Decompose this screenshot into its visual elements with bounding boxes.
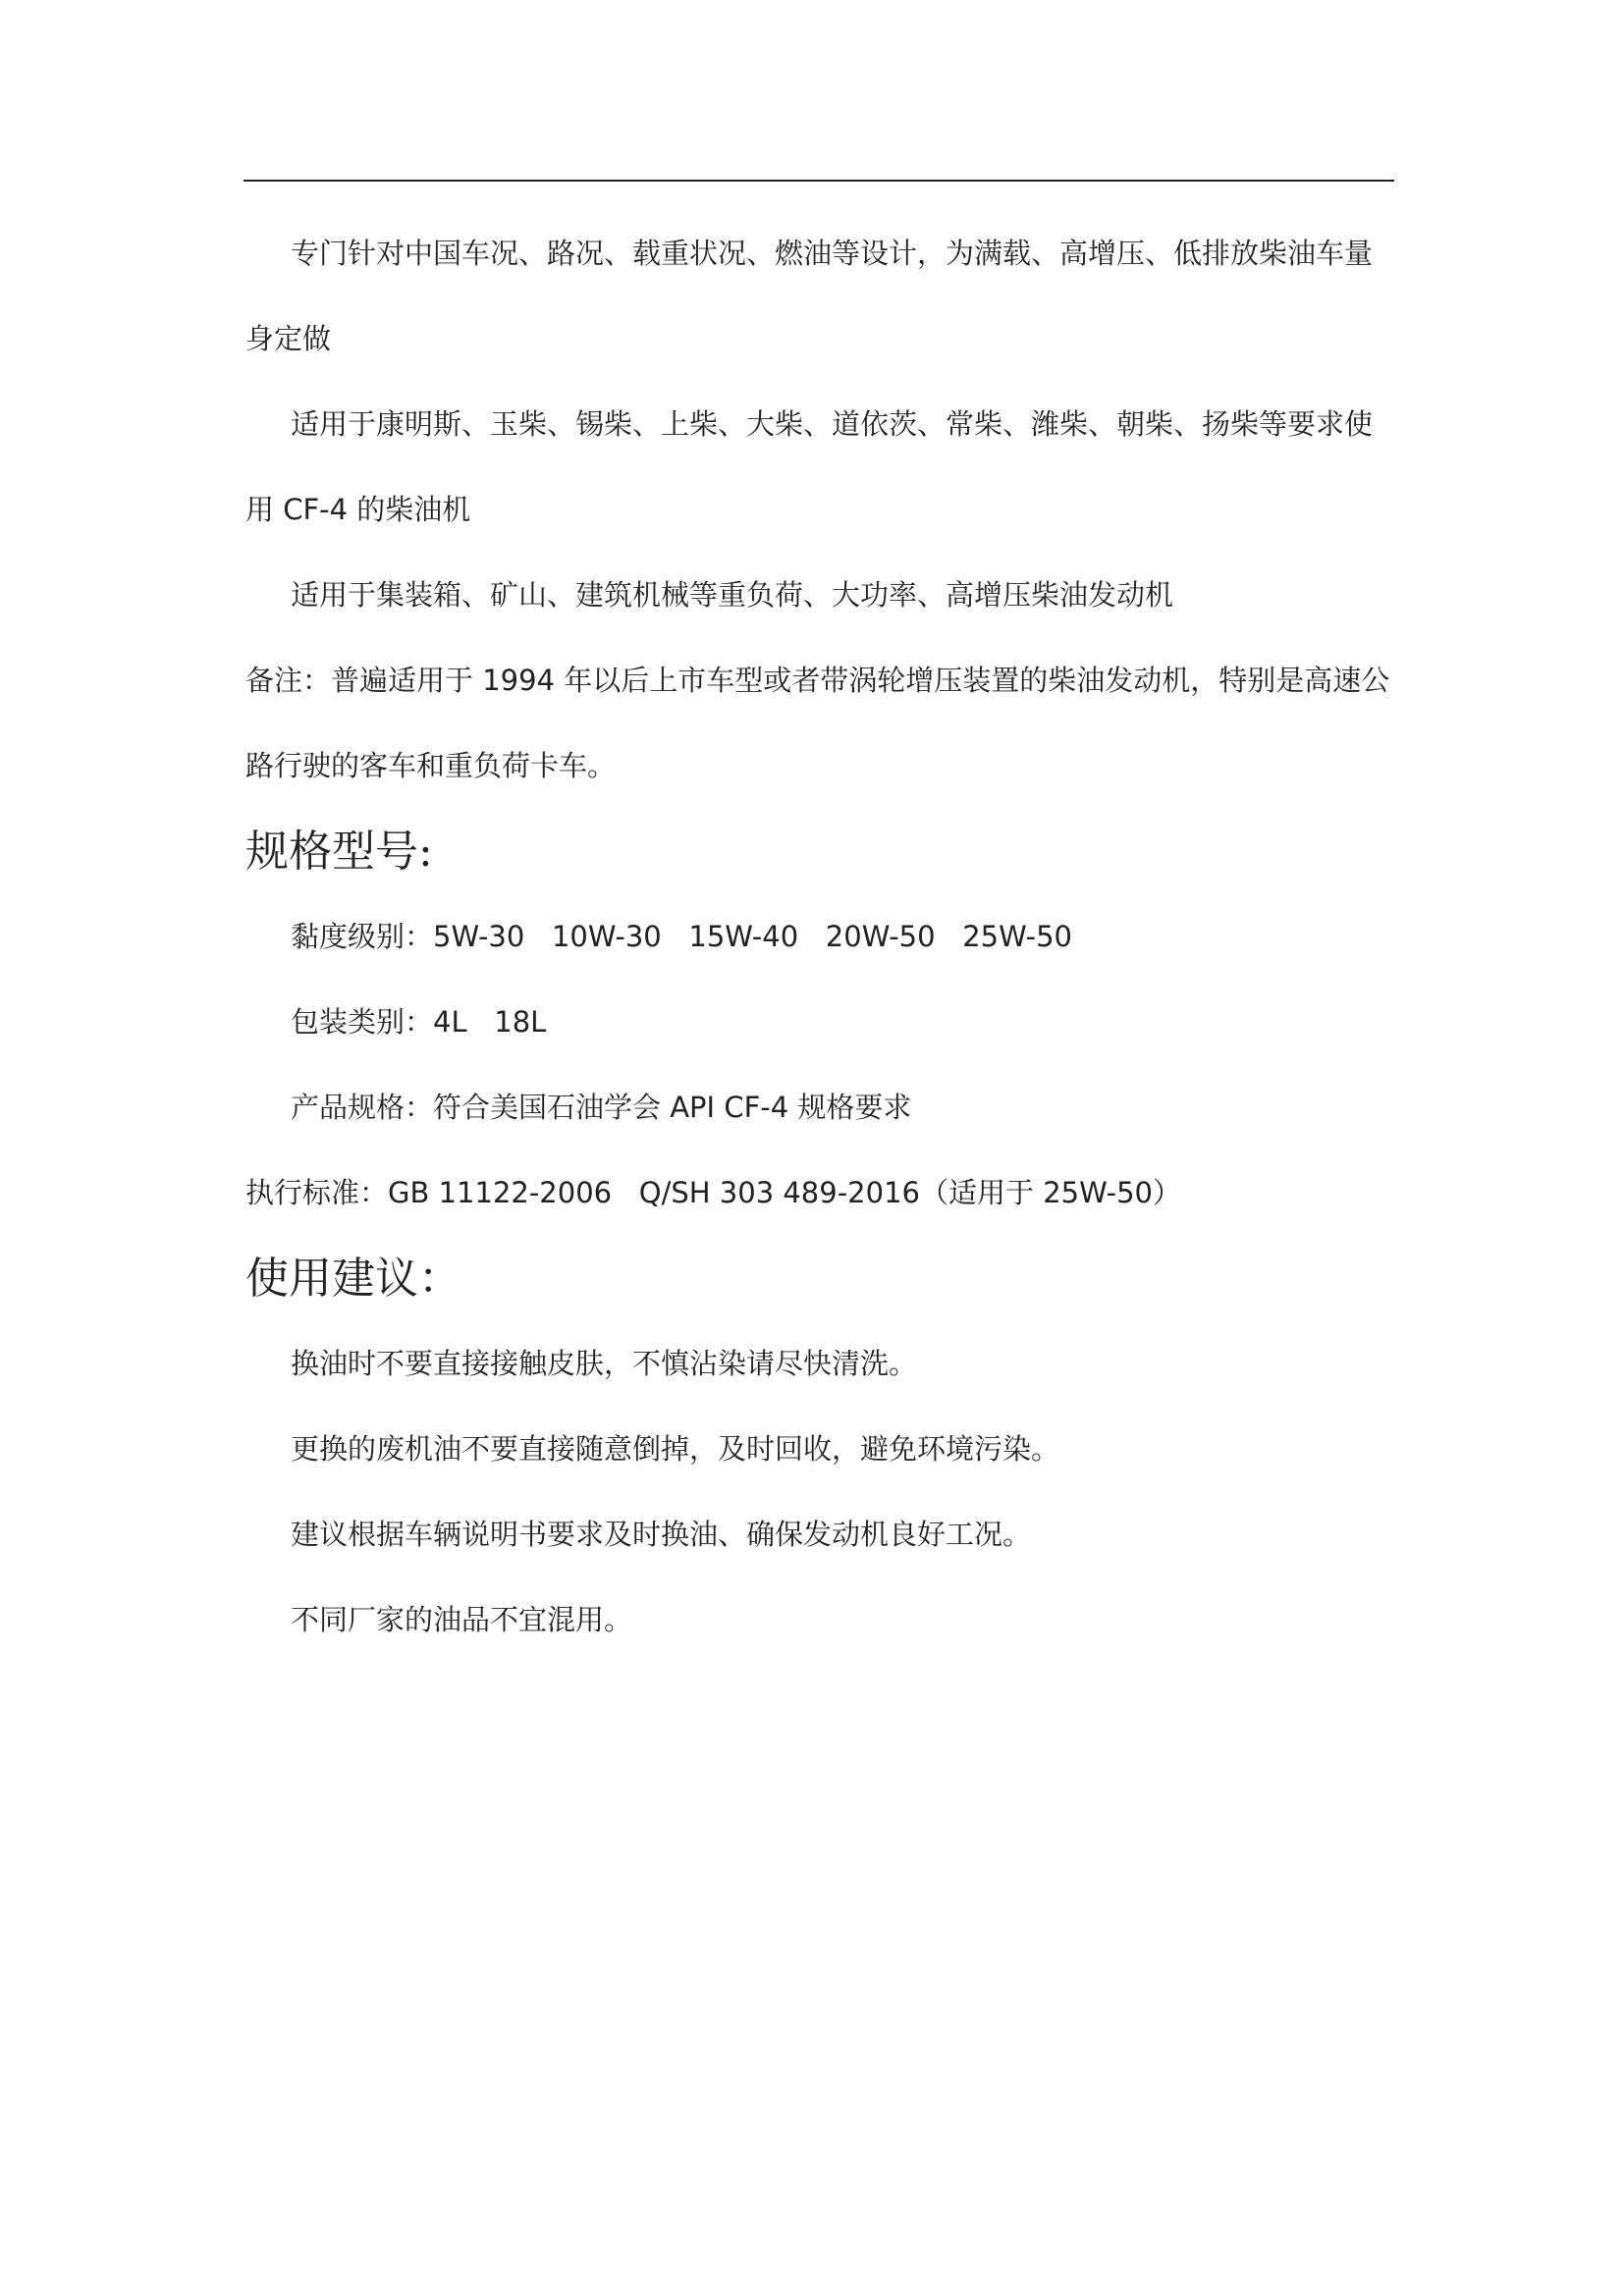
spec-packaging: 包装类别：4L 18L bbox=[291, 1005, 547, 1039]
intro-paragraph-engines: 适用于康明斯、玉柴、锡柴、上柴、大柴、道依茨、常柴、潍柴、朝柴、扬柴等要求使用 CF-4 的柴油机 bbox=[245, 407, 1374, 526]
spec-viscosity: 黏度级别：5W-30 10W-30 15W-40 20W-50 25W-50 bbox=[291, 920, 1072, 953]
spec-product: 产品规格：符合美国石油学会 API CF-4 规格要求 bbox=[291, 1091, 912, 1124]
document-content bbox=[245, 211, 1394, 1663]
intro-paragraph-applications: 适用于集装箱、矿山、建筑机械等重负荷、大功率、高增压柴油发动机 bbox=[291, 578, 1174, 612]
header-rule bbox=[244, 180, 1394, 182]
usage-item: 换油时不要直接接触皮肤，不慎沾染请尽快清洗。 bbox=[291, 1347, 918, 1380]
spec-standard: 执行标准：GB 11122-2006 Q/SH 303 489-2016（适用于 25W-50） bbox=[245, 1176, 1181, 1209]
usage-item: 更换的废机油不要直接随意倒掉，及时回收，避免环境污染。 bbox=[291, 1432, 1060, 1466]
note-paragraph: 备注：普遍适用于 1994 年以后上市车型或者带涡轮增压装置的柴油发动机，特别是高速公路行驶的客车和重负荷卡车。 bbox=[245, 664, 1390, 782]
usage-item: 不同厂家的油品不宜混用。 bbox=[291, 1603, 633, 1636]
usage-item: 建议根据车辆说明书要求及时换油、确保发动机良好工况。 bbox=[291, 1518, 1032, 1551]
intro-paragraph-design: 专门针对中国车况、路况、载重状况、燃油等设计，为满载、高增压、低排放柴油车量身定做 bbox=[245, 237, 1374, 355]
usage-heading: 使用建议： bbox=[245, 1254, 461, 1304]
specs-heading: 规格型号: bbox=[245, 827, 433, 877]
